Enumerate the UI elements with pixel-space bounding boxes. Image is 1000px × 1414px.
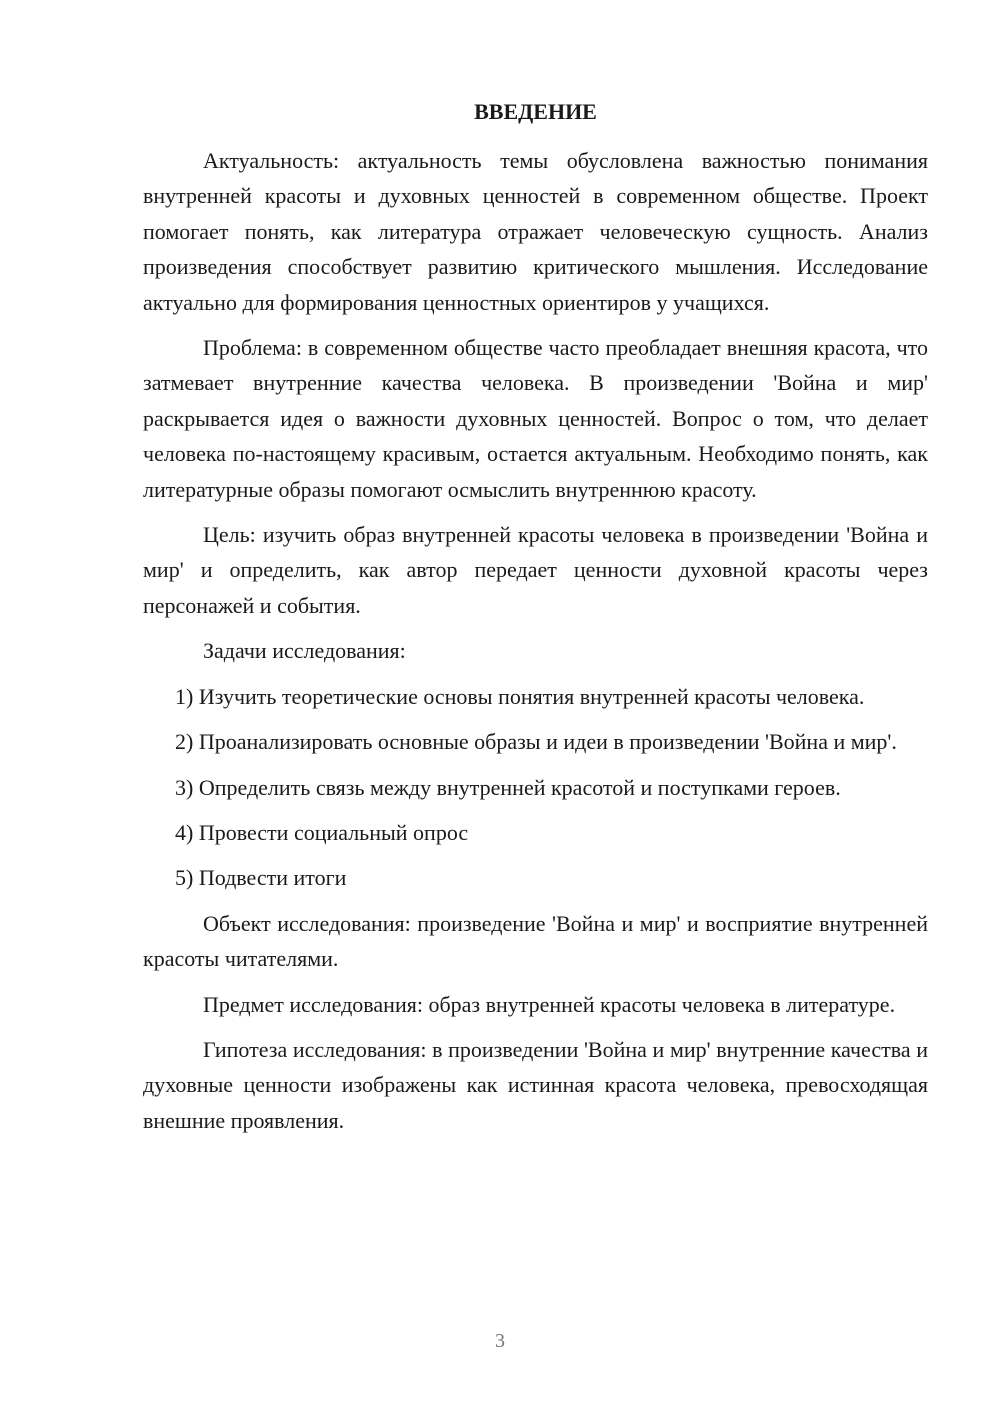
paragraph-object: Объект исследования: произведение 'Война и мир' и восприятие внутренней красоты читателями.: [143, 910, 928, 972]
document-page: [143, 94, 928, 1148]
task-item: 5) Подвести итоги: [175, 865, 347, 891]
paragraph-relevance: Актуальность: актуальность темы обусловлена важностью понимания внутренней красоты и духовных ценностей в современном обществе. Проект помогает понять, как литература отражает человеческую сущность. Анализ произведения способствует развитию критического мышления. Исследование актуально для формирования ценностных ориентиров у учащихся.: [143, 148, 928, 315]
tasks-list: [143, 679, 928, 896]
paragraph-hypothesis: Гипотеза исследования: в произведении 'Война и мир' внутренние качества и духовные ценности изображены как истинная красота человека, превосходящая внешние проявления.: [143, 1036, 928, 1133]
paragraph-subject: Предмет исследования: образ внутренней красоты человека в литературе.: [203, 991, 896, 1017]
section-heading: ВВЕДЕНИЕ: [474, 99, 597, 124]
page-number: 3: [495, 1330, 505, 1352]
tasks-title: Задачи исследования:: [203, 638, 406, 664]
task-item: 2) Проанализировать основные образы и идеи в произведении 'Война и мир'.: [175, 729, 897, 755]
task-item: 4) Провести социальный опрос: [175, 819, 469, 845]
paragraph-problem: Проблема: в современном обществе часто преобладает внешняя красота, что затмевает внутренние качества человека. В произведении 'Война и мир' раскрывается идея о важности духовных ценностей. Вопрос о том, что делает человека по-настоящему красивым, остается актуальным. Необходимо понять, как литературные образы помогают осмыслить внутреннюю красоту.: [143, 335, 928, 502]
task-item: 1) Изучить теоретические основы понятия внутренней красоты человека.: [175, 683, 865, 709]
task-item: 3) Определить связь между внутренней красотой и поступками героев.: [175, 774, 841, 800]
paragraph-goal: Цель: изучить образ внутренней красоты человека в произведении 'Война и мир' и определить, как автор передает ценности духовной красоты через персонажей и события.: [143, 522, 928, 618]
